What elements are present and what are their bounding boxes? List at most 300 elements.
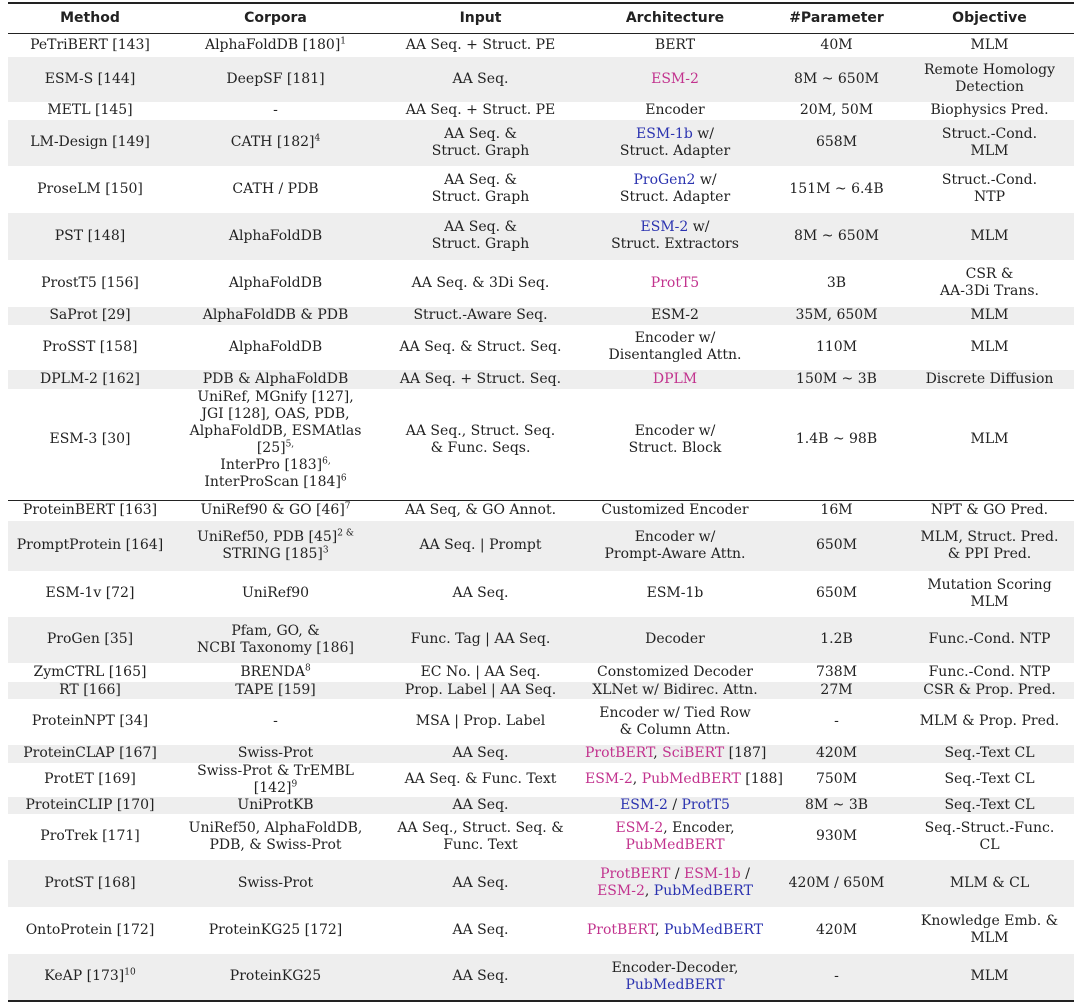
input-cell-line: Struct. Graph — [431, 189, 530, 205]
input-cell — [379, 325, 582, 370]
corpora-cell-line: AlphaFoldDB — [228, 227, 323, 244]
table-body — [8, 34, 1074, 1001]
objective-cell-line: MLM — [970, 593, 1009, 610]
corpora-cell — [172, 521, 379, 571]
architecture-text: / — [667, 796, 682, 813]
corpora-cell-line: InterPro $[183]^{6,}$ — [220, 455, 331, 473]
architecture-line — [585, 275, 765, 292]
corpora-cell — [172, 102, 379, 120]
architecture-line — [585, 797, 765, 814]
input-cell — [379, 682, 582, 699]
model-name-link: ESM-2 — [651, 70, 699, 87]
table-row — [8, 663, 1074, 682]
method-cell-line: DPLM-2 [162] — [39, 370, 140, 387]
table-row — [8, 907, 1074, 954]
architecture-line — [585, 705, 765, 722]
method-cell-line: PeTriBERT [143] — [30, 36, 150, 53]
header-input: Input — [379, 3, 582, 34]
architecture-text: ESM-2 — [651, 307, 699, 323]
input-cell — [379, 907, 582, 954]
architecture-text: Decoder — [645, 631, 705, 647]
architecture-line — [585, 126, 765, 143]
corpora-cell-line: AlphaFoldDB, ESMAtlas $[25]^{5,}$ — [189, 422, 362, 456]
input-cell-line: AA Seq, & GO Annot. — [404, 502, 557, 519]
objective-cell — [905, 57, 1074, 102]
method-cell-line: METL [145] — [47, 102, 133, 118]
input-cell — [379, 954, 582, 1001]
input-cell — [379, 307, 582, 325]
corpora-cell — [172, 166, 379, 213]
table-row — [8, 307, 1074, 325]
architecture-cell — [582, 617, 768, 663]
objective-cell — [905, 814, 1074, 860]
model-name-link: ProtT5 — [681, 796, 730, 813]
objective-cell-line: Seq.-Struct.-Func. — [924, 819, 1055, 836]
objective-cell — [905, 102, 1074, 120]
input-cell-line: AA Seq., Struct. Seq. — [405, 422, 556, 439]
input-cell — [379, 521, 582, 571]
parameter-cell-line: - — [834, 713, 839, 729]
corpora-cell — [172, 34, 379, 57]
architecture-cell — [582, 260, 768, 307]
parameter-cell — [768, 120, 905, 166]
corpora-cell — [172, 307, 379, 325]
parameter-cell — [768, 797, 905, 814]
objective-cell-line: MLM — [970, 36, 1009, 53]
method-cell — [8, 213, 172, 260]
parameter-cell — [768, 954, 905, 1001]
method-cell-line: KeAP $[173]^{10}$ — [44, 967, 136, 984]
method-cell-line: ProseLM [150] — [37, 180, 143, 197]
parameter-cell-line: 151M ~ 6.4B — [789, 180, 884, 197]
group-separator — [8, 491, 1074, 501]
input-cell — [379, 213, 582, 260]
table-row — [8, 325, 1074, 370]
method-cell-line: ZymCTRL [165] — [33, 663, 147, 680]
input-cell-line: AA Seq. & Func. Text — [404, 771, 557, 787]
architecture-text: , Encoder, — [663, 819, 735, 836]
method-cell-line: LM-Design [149] — [30, 134, 150, 150]
method-cell — [8, 954, 172, 1001]
input-cell — [379, 501, 582, 521]
input-cell-line: EC No. | AA Seq. — [420, 663, 541, 680]
objective-cell-line: Detection — [955, 79, 1024, 95]
footnote-marker: 7 — [344, 501, 351, 512]
input-cell-line: & Func. Seqs. — [430, 439, 531, 456]
architecture-text: w/ — [692, 125, 714, 142]
corpora-cell — [172, 571, 379, 617]
parameter-cell-line: 658M — [815, 134, 858, 150]
architecture-text: Constomized Decoder — [597, 663, 753, 680]
parameter-cell — [768, 860, 905, 907]
architecture-cell — [582, 102, 768, 120]
objective-cell-line: CSR & Prop. Pred. — [923, 681, 1056, 698]
objective-cell-line: Seq.-Text CL — [944, 796, 1035, 813]
architecture-text: Encoder w/ — [634, 422, 716, 439]
method-cell — [8, 814, 172, 860]
method-cell — [8, 521, 172, 571]
input-cell — [379, 370, 582, 389]
architecture-cell — [582, 571, 768, 617]
method-cell — [8, 682, 172, 699]
method-cell-line: PromptProtein [164] — [16, 537, 164, 553]
objective-cell — [905, 307, 1074, 325]
table-row — [8, 745, 1074, 763]
architecture-text: Encoder-Decoder, — [611, 959, 739, 976]
parameter-cell — [768, 166, 905, 213]
objective-cell — [905, 34, 1074, 57]
parameter-cell — [768, 102, 905, 120]
header-objective: Objective — [905, 3, 1074, 34]
objective-cell-line: MLM — [970, 968, 1009, 984]
objective-cell — [905, 501, 1074, 521]
corpora-cell — [172, 57, 379, 102]
architecture-text: Encoder w/ — [634, 330, 716, 346]
input-cell — [379, 663, 582, 682]
corpora-cell — [172, 501, 379, 521]
corpora-cell — [172, 213, 379, 260]
parameter-cell — [768, 617, 905, 663]
model-name-link: DPLM — [652, 370, 698, 387]
architecture-cell — [582, 501, 768, 521]
architecture-line — [585, 977, 765, 994]
architecture-cell — [582, 797, 768, 814]
architecture-line — [585, 922, 765, 939]
architecture-cell — [582, 763, 783, 797]
corpora-cell-line: TAPE [159] — [235, 681, 316, 698]
method-cell — [8, 166, 172, 213]
architecture-line — [585, 219, 765, 236]
architecture-text: Struct. Block — [628, 439, 722, 456]
parameter-cell — [768, 907, 905, 954]
architecture-cell — [582, 370, 768, 389]
parameter-cell — [768, 521, 905, 571]
architecture-line — [585, 236, 765, 253]
architecture-cell — [582, 120, 768, 166]
model-name-link: ProtBERT — [600, 866, 671, 882]
objective-cell-line: MLM — [970, 307, 1009, 323]
architecture-line — [585, 631, 765, 648]
parameter-cell — [768, 260, 905, 307]
footnote-marker: 8 — [304, 662, 311, 673]
objective-cell-line: Func.-Cond. NTP — [928, 631, 1051, 647]
input-cell-line: AA Seq. — [452, 921, 509, 938]
method-cell — [8, 120, 172, 166]
architecture-cell — [582, 57, 768, 102]
objective-cell — [905, 370, 1074, 389]
model-name-link: ProGen2 — [633, 172, 696, 188]
method-cell — [8, 907, 172, 954]
footnote-marker: 6 — [340, 472, 347, 483]
objective-cell-line: MLM, Struct. Pred. — [920, 528, 1059, 545]
architecture-cell — [582, 699, 768, 745]
method-cell — [8, 699, 172, 745]
architecture-line — [585, 546, 765, 563]
objective-cell-line: MLM — [970, 431, 1009, 447]
objective-cell — [905, 571, 1074, 617]
table-row — [8, 617, 1074, 663]
method-cell-line: ProtET [169] — [44, 771, 136, 787]
footnote-marker: 3 — [322, 544, 329, 555]
architecture-line — [585, 37, 765, 54]
method-cell — [8, 501, 172, 521]
input-cell-line: AA Seq. | Prompt — [419, 537, 542, 553]
input-cell-line: Struct. Graph — [431, 236, 530, 252]
objective-cell-line: Knowledge Emb. & — [920, 913, 1059, 929]
method-cell — [8, 797, 172, 814]
architecture-text: [187] — [724, 745, 767, 761]
architecture-cell — [582, 860, 768, 907]
input-cell-line: AA Seq. — [452, 796, 509, 813]
architecture-cell — [582, 682, 768, 699]
architecture-text: Prompt-Aware Attn. — [604, 545, 746, 562]
footnote-marker: 4 — [314, 133, 321, 144]
parameter-cell — [768, 370, 905, 389]
architecture-cell — [582, 389, 768, 491]
table-row — [8, 57, 1074, 102]
architecture-text: Struct. Extractors — [611, 236, 739, 252]
footnote-marker: 5, — [285, 438, 295, 449]
parameter-cell-line: 930M — [815, 828, 858, 844]
model-name-link: ESM-2 — [640, 219, 689, 235]
corpora-cell-line: InterProScan $[184]^6$ — [204, 472, 347, 490]
objective-cell — [905, 663, 1074, 682]
input-cell-line: AA Seq. & 3Di Seq. — [411, 274, 550, 291]
corpora-cell-line: UniRef50, PDB $[45]^{2 \&}$ — [197, 527, 354, 545]
architecture-cell — [582, 954, 768, 1001]
parameter-cell-line: 150M ~ 3B — [796, 370, 877, 387]
architecture-line — [585, 143, 765, 160]
objective-cell — [905, 797, 1074, 814]
objective-cell-line: AA-3Di Trans. — [939, 283, 1040, 299]
parameter-cell — [768, 34, 905, 57]
parameter-cell-line: 40M — [820, 36, 853, 53]
input-cell-line: Func. Text — [443, 836, 518, 853]
corpora-cell — [172, 699, 379, 745]
input-cell-line: AA Seq. — [452, 874, 509, 891]
architecture-text: Disentangled Attn. — [608, 347, 742, 363]
corpora-cell-line: Pfam, GO, & — [231, 622, 320, 639]
architecture-text: Encoder w/ — [634, 528, 716, 545]
model-name-link: ESM-2 — [615, 819, 664, 836]
input-cell — [379, 34, 582, 57]
architecture-line — [585, 529, 765, 546]
model-name-link: ESM-2 — [585, 771, 633, 787]
architecture-line — [585, 820, 765, 837]
header-architecture: Architecture — [582, 3, 768, 34]
table-row — [8, 120, 1074, 166]
method-cell — [8, 617, 172, 663]
corpora-cell-line: NCBI Taxonomy [186] — [197, 639, 354, 656]
objective-cell-line: Struct.-Cond. — [941, 125, 1038, 142]
parameter-cell — [768, 745, 905, 763]
model-name-link: PubMedBERT — [664, 921, 764, 938]
input-cell — [379, 166, 582, 213]
table-row — [8, 166, 1074, 213]
input-cell — [379, 57, 582, 102]
table-row — [8, 501, 1074, 521]
corpora-cell-line: AlphaFoldDB — [228, 338, 323, 355]
input-cell-line: Prop. Label | AA Seq. — [404, 681, 557, 698]
method-cell — [8, 260, 172, 307]
corpora-cell — [172, 682, 379, 699]
input-cell-line: AA Seq. — [452, 585, 509, 601]
model-name-link: ProtT5 — [650, 274, 700, 291]
corpora-cell-line: AlphaFoldDB $[180]^1$ — [204, 36, 347, 53]
corpora-cell-line: - — [273, 713, 278, 729]
input-cell-line: Func. Tag | AA Seq. — [410, 631, 551, 647]
method-cell — [8, 745, 172, 763]
parameter-cell — [768, 682, 905, 699]
method-cell-line: ProTrek [171] — [40, 828, 140, 844]
objective-cell — [905, 325, 1074, 370]
architecture-cell — [582, 521, 768, 571]
method-cell — [8, 57, 172, 102]
architecture-line — [585, 722, 765, 739]
corpora-cell-line: Swiss-Prot — [237, 874, 314, 891]
architecture-line — [585, 423, 765, 440]
input-cell-line: AA Seq. + Struct. PE — [405, 102, 556, 118]
objective-cell-line: MLM — [970, 930, 1009, 946]
architecture-text: Customized Encoder — [601, 502, 749, 519]
corpora-cell-line: PDB & AlphaFoldDB — [202, 370, 349, 387]
corpora-cell-line: UniProtKB — [237, 796, 314, 813]
method-cell-line: ProteinCLAP [167] — [23, 745, 157, 761]
corpora-cell — [172, 745, 379, 763]
input-cell-line: AA Seq. — [452, 968, 509, 984]
corpora-cell — [172, 260, 379, 307]
architecture-line — [585, 440, 765, 457]
corpora-cell — [172, 814, 379, 860]
parameter-cell-line: 650M — [815, 585, 858, 601]
input-cell-line: AA Seq. & — [444, 172, 517, 188]
parameter-cell — [768, 814, 905, 860]
input-cell — [379, 745, 582, 763]
parameter-cell-line: 20M, 50M — [799, 102, 874, 118]
objective-cell — [905, 120, 1074, 166]
architecture-text: / — [670, 866, 684, 882]
objective-cell-line: Func.-Cond. NTP — [928, 663, 1051, 680]
footnote-marker: 1 — [340, 36, 347, 47]
corpora-cell-line: CATH / PDB — [232, 180, 319, 197]
architecture-line — [585, 347, 765, 364]
parameter-cell-line: 1.4B ~ 98B — [795, 431, 878, 447]
objective-cell-line: MLM & Prop. Pred. — [919, 713, 1060, 729]
objective-cell-line: NPT & GO Pred. — [930, 502, 1049, 519]
method-cell — [8, 370, 172, 389]
method-cell-line: RT [166] — [59, 681, 121, 698]
objective-cell-line: Seq.-Text CL — [944, 745, 1035, 761]
objective-cell-line: CL — [979, 836, 1000, 853]
parameter-cell-line: - — [834, 968, 839, 984]
objective-cell-line: Struct.-Cond. — [941, 172, 1038, 188]
objective-cell-line: Biophysics Pred. — [930, 102, 1049, 118]
corpora-cell-line: - — [273, 102, 278, 118]
architecture-text: w/ — [695, 172, 717, 188]
architecture-line — [585, 71, 765, 88]
architecture-cell — [582, 325, 768, 370]
objective-cell-line: MLM & CL — [949, 874, 1030, 891]
architecture-text: & Column Attn. — [619, 721, 731, 738]
objective-cell-line: & PPI Pred. — [947, 545, 1032, 562]
architecture-line — [585, 189, 765, 206]
parameter-cell — [768, 307, 905, 325]
objective-cell-line: Discrete Diffusion — [925, 370, 1054, 387]
parameter-cell-line: 16M — [820, 502, 853, 519]
architecture-line — [585, 837, 765, 854]
architecture-line — [585, 172, 765, 189]
parameter-cell-line: 420M / 650M — [788, 874, 885, 891]
method-cell — [8, 102, 172, 120]
input-cell — [379, 571, 582, 617]
method-cell — [8, 307, 172, 325]
header-corpora: Corpora — [172, 3, 379, 34]
input-cell-line: AA Seq. & Struct. Seq. — [399, 338, 562, 355]
corpora-cell-line: CATH $[182]^4$ — [230, 133, 321, 150]
architecture-text: BERT — [654, 36, 696, 53]
group-separator-cell — [8, 491, 1074, 501]
table-row — [8, 34, 1074, 57]
input-cell-line: AA Seq. & — [444, 125, 517, 142]
objective-cell — [905, 682, 1074, 699]
table-row — [8, 763, 1074, 797]
objective-cell — [905, 745, 1074, 763]
parameter-cell-line: 650M — [815, 537, 858, 553]
footnote-marker: 9 — [291, 778, 298, 789]
parameter-cell — [768, 763, 905, 797]
architecture-cell — [582, 166, 768, 213]
parameter-cell-line: 8M ~ 3B — [804, 796, 869, 813]
corpora-cell-line: ProteinKG25 — [229, 968, 322, 984]
input-cell — [379, 260, 582, 307]
method-cell-line: ProteinBERT [163] — [22, 502, 158, 519]
method-cell-line: ESM-1v [72] — [45, 585, 135, 601]
corpora-cell — [172, 325, 379, 370]
parameter-cell — [768, 699, 905, 745]
table-row — [8, 682, 1074, 699]
input-cell-line: Struct. Graph — [431, 142, 530, 159]
model-name-link: PubMedBERT — [641, 771, 741, 787]
architecture-cell — [582, 814, 768, 860]
architecture-line — [585, 866, 765, 883]
parameter-cell-line: 420M — [815, 921, 858, 938]
parameter-cell-line: 420M — [815, 745, 858, 761]
architecture-line — [585, 883, 765, 900]
architecture-line — [585, 330, 765, 347]
objective-cell — [905, 213, 1074, 260]
objective-cell-line: Seq.-Text CL — [944, 771, 1035, 787]
parameter-cell — [768, 389, 905, 491]
architecture-text: Struct. Adapter — [619, 189, 731, 205]
model-name-link: PubMedBERT — [625, 976, 725, 993]
architecture-text: Struct. Adapter — [619, 142, 731, 159]
method-cell-line: OntoProtein [172] — [25, 921, 155, 938]
parameter-cell-line: 110M — [815, 338, 858, 355]
model-name-link: PubMedBERT — [625, 836, 725, 853]
method-cell-line: ProteinNPT [34] — [31, 713, 149, 729]
method-cell — [8, 663, 172, 682]
objective-cell — [905, 763, 1074, 797]
method-cell — [8, 389, 172, 491]
corpora-cell — [172, 389, 379, 491]
architecture-line — [585, 585, 765, 602]
method-cell-line: PST [148] — [54, 227, 126, 244]
table-row — [8, 389, 1074, 491]
table-row — [8, 102, 1074, 120]
input-cell-line: AA Seq., Struct. Seq. & — [397, 819, 564, 836]
header-row — [8, 3, 1074, 34]
objective-cell-line: Mutation Scoring — [927, 576, 1052, 593]
